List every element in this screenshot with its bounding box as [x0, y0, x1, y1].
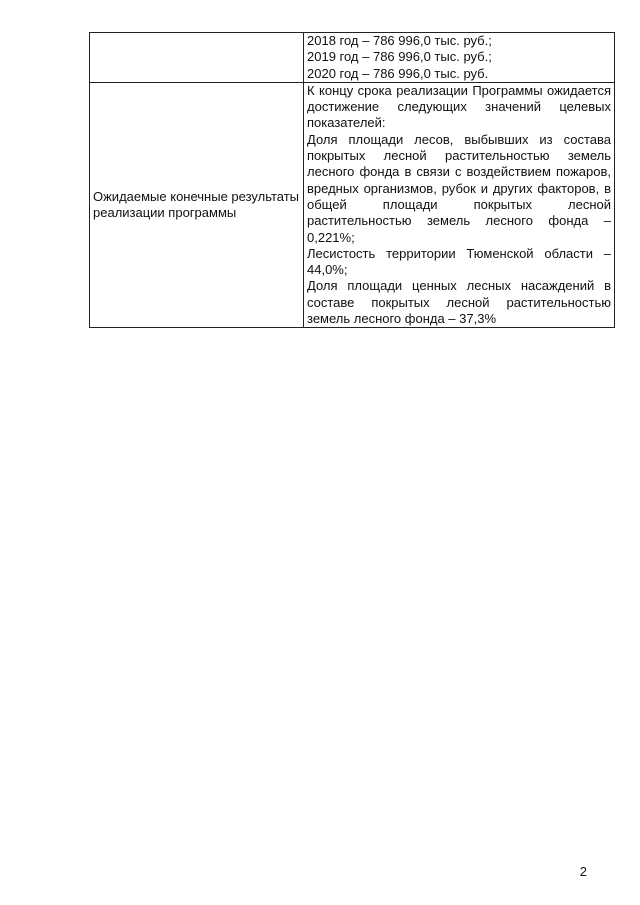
- funding-row: [90, 33, 615, 83]
- funding-content-cell: [304, 33, 615, 83]
- page-number: 2: [579, 864, 587, 879]
- funding-year-2018: 2018 год – 786 996,0 тыс. руб.;: [307, 33, 492, 48]
- funding-year-2019: 2019 год – 786 996,0 тыс. руб.;: [307, 49, 492, 65]
- results-row: [90, 82, 615, 327]
- results-item-forest-loss: Доля площади лесов, выбывших из состава покрытых лесной растительностью земель лесного фонда в связи с воздействием пожаров, вредных организмов, рубок и других факторов, в общей площади покрытых лесной растительностью земель лесного фонда – 0,221%;: [307, 131, 611, 245]
- results-label: Ожидаемые конечные результаты реализации программы: [90, 82, 304, 327]
- results-item-valuable-stands: Доля площади ценных лесных насаждений в составе покрытых лесной растительностью земель лесного фонда – 37,3%: [307, 278, 611, 327]
- results-intro: К концу срока реализации Программы ожидается достижение следующих значений целевых показателей:: [307, 82, 611, 131]
- funding-year-2020: 2020 год – 786 996,0 тыс. руб.: [307, 65, 489, 81]
- funding-label-cell: [90, 33, 304, 83]
- results-content-cell: [304, 82, 615, 327]
- results-item-forest-cover: Лесистость территории Тюменской области – 44,0%;: [307, 245, 611, 278]
- passport-table: [89, 32, 615, 328]
